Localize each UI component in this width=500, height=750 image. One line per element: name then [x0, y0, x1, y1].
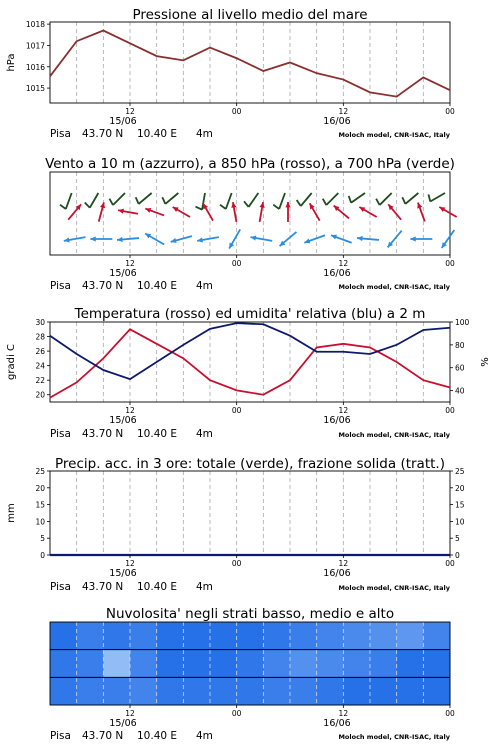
y-tick-label: 22	[35, 376, 45, 386]
cloud-cell	[290, 622, 317, 650]
model-credit: Moloch model, CNR-ISAC, Italy	[338, 131, 450, 139]
wind-700-shaft	[90, 193, 99, 208]
plot-frame	[50, 322, 450, 402]
cloud-cell	[397, 622, 424, 650]
cloud-cell	[263, 650, 290, 678]
x-tick-label: 12	[338, 709, 349, 718]
cloud-cell	[290, 677, 317, 705]
station-lon: 10.40 E	[137, 730, 178, 742]
date-label: 16/06	[323, 718, 351, 729]
y-tick-label: 0	[40, 551, 45, 560]
cloud-cell	[183, 622, 210, 650]
wind-700-shaft	[430, 193, 445, 202]
cloud-cell	[77, 650, 104, 678]
wind-10m-head	[410, 236, 415, 241]
wind-700-barb	[323, 199, 327, 205]
y-right-tick-label: 10	[455, 517, 465, 527]
wind-700-barb	[220, 205, 226, 209]
cloud-cell	[50, 677, 77, 705]
y-tick-label: 20	[35, 483, 45, 493]
x-tick-label: 12	[338, 107, 349, 116]
y-tick-label: 1018	[25, 20, 45, 30]
cloud-cell	[317, 622, 344, 650]
cloud-cell	[237, 650, 264, 678]
station-altitude: 4m	[196, 280, 213, 292]
station-name: Pisa	[50, 730, 71, 742]
cloud-cell	[290, 650, 317, 678]
wind-700-barb	[85, 202, 90, 207]
cloud-cell	[183, 650, 210, 678]
y-right-tick-label: 60	[455, 363, 465, 373]
wind-10m-head	[117, 237, 123, 242]
wind-700-barb	[244, 201, 249, 207]
x-tick-label: 12	[125, 709, 135, 718]
y-right-tick-label: 100	[455, 318, 470, 327]
station-altitude: 4m	[196, 128, 213, 140]
wind-700-shaft	[279, 193, 285, 209]
x-tick-label: 00	[445, 406, 455, 415]
cloud-cell	[103, 677, 130, 705]
y-tick-label: 15	[35, 500, 45, 510]
wind-700-barb	[429, 194, 431, 201]
wind-700-barb	[60, 205, 66, 209]
x-tick-label: 00	[231, 709, 242, 718]
cloud-cell	[157, 677, 184, 705]
cloud-cell	[317, 650, 344, 678]
wind-700-shaft	[380, 193, 392, 205]
x-tick-label: 12	[338, 259, 349, 268]
wind-700-shaft	[249, 193, 259, 207]
x-tick-label: 00	[231, 559, 242, 568]
x-tick-label: 00	[445, 559, 455, 568]
station-lat: 43.70 N	[82, 730, 124, 742]
wind-700-barb	[136, 197, 139, 204]
x-tick-label: 12	[125, 559, 135, 568]
cloud-cell	[263, 677, 290, 705]
x-tick-label: 00	[231, 107, 242, 116]
station-lon: 10.40 E	[137, 428, 178, 440]
cloud-cell	[210, 677, 237, 705]
date-label: 15/06	[109, 568, 137, 579]
y-tick-label: 26	[35, 347, 45, 357]
cloud-cell	[423, 622, 450, 650]
chart-title: Nuvolosita' negli strati basso, medio e alto	[105, 606, 395, 622]
y-right-tick-label: 0	[455, 551, 460, 560]
y-axis-label: mm	[6, 503, 17, 523]
date-label: 16/06	[323, 568, 351, 579]
date-label: 15/06	[109, 415, 137, 426]
station-name: Pisa	[50, 581, 71, 593]
x-tick-label: 12	[125, 406, 135, 415]
wind-700-shaft	[165, 193, 178, 204]
cloud-cell	[397, 677, 424, 705]
x-tick-label: 12	[338, 406, 349, 415]
cloud-cell	[423, 650, 450, 678]
cloud-cell	[343, 650, 370, 678]
wind-700-barb	[376, 199, 380, 205]
y-right-axis-label: %	[480, 357, 491, 367]
y-tick-label: 1017	[25, 41, 45, 51]
wind-700-shaft	[66, 193, 72, 209]
cloud-cell	[210, 650, 237, 678]
date-label: 15/06	[109, 268, 137, 279]
cloud-cell	[103, 622, 130, 650]
x-tick-label: 00	[445, 107, 455, 116]
cloud-cell	[423, 677, 450, 705]
wind-700-barb	[273, 205, 279, 209]
cloud-cell	[77, 622, 104, 650]
wind-700-barb	[162, 197, 165, 204]
cloud-cell	[130, 677, 157, 705]
y-axis-label: gradi C	[6, 344, 17, 380]
cloud-cell	[343, 622, 370, 650]
y-tick-label: 28	[35, 332, 45, 342]
x-tick-label: 12	[125, 259, 135, 268]
y-tick-label: 30	[35, 318, 45, 327]
cloud-cell	[50, 622, 77, 650]
x-tick-label: 12	[125, 107, 135, 116]
cloud-cell	[210, 622, 237, 650]
station-altitude: 4m	[196, 581, 213, 593]
y-tick-label: 25	[35, 467, 45, 476]
station-lat: 43.70 N	[82, 128, 124, 140]
wind-700-barb	[109, 199, 113, 205]
wind-700-barb	[349, 196, 351, 203]
chart-title: Temperatura (rosso) ed umidita' relativa (blu) a 2 m	[74, 306, 426, 322]
wind-10m-head	[304, 238, 310, 243]
cloud-cell	[103, 650, 130, 678]
y-axis-label: hPa	[6, 53, 17, 72]
cloud-cell	[263, 622, 290, 650]
chart-title: Pressione al livello medio del mare	[132, 7, 368, 23]
station-lon: 10.40 E	[137, 280, 178, 292]
station-name: Pisa	[50, 280, 71, 292]
cloud-cell	[50, 650, 77, 678]
station-lat: 43.70 N	[82, 581, 124, 593]
y-tick-label: 1016	[25, 62, 45, 72]
x-tick-label: 12	[338, 559, 349, 568]
x-tick-label: 00	[445, 709, 455, 718]
cloud-cell	[237, 677, 264, 705]
wind-700-barb	[196, 207, 203, 210]
station-altitude: 4m	[196, 428, 213, 440]
x-tick-label: 00	[231, 259, 242, 268]
y-right-tick-label: 20	[455, 483, 465, 493]
date-label: 16/06	[323, 116, 351, 127]
y-tick-label: 5	[40, 534, 45, 544]
station-name: Pisa	[50, 428, 71, 440]
y-tick-label: 1015	[25, 84, 45, 94]
cloud-cell	[397, 650, 424, 678]
station-name: Pisa	[50, 128, 71, 140]
cloud-cell	[183, 677, 210, 705]
wind-10m-head	[357, 236, 363, 241]
y-right-tick-label: 15	[455, 500, 465, 510]
wind-700-shaft	[351, 193, 365, 203]
wind-700-shaft	[326, 193, 338, 205]
y-tick-label: 20	[35, 390, 45, 400]
wind-700-barb	[402, 197, 405, 204]
station-lon: 10.40 E	[137, 128, 178, 140]
wind-700-shaft	[139, 193, 152, 204]
cloud-cell	[77, 677, 104, 705]
y-tick-label: 24	[35, 361, 45, 371]
y-right-tick-label: 40	[455, 386, 465, 396]
cloud-cell	[370, 677, 397, 705]
y-right-tick-label: 25	[455, 467, 465, 476]
y-tick-label: 10	[35, 517, 45, 527]
wind-850-head	[145, 208, 151, 213]
chart-title: Precip. acc. in 3 ore: totale (verde), frazione solida (tratt.)	[55, 456, 445, 472]
pressure-line	[50, 31, 450, 97]
wind-700-shaft	[405, 193, 418, 204]
y-right-tick-label: 5	[455, 534, 460, 544]
wind-700-shaft	[113, 193, 125, 205]
station-lon: 10.40 E	[137, 581, 178, 593]
model-credit: Moloch model, CNR-ISAC, Italy	[338, 733, 450, 741]
wind-700-shaft	[226, 193, 232, 209]
cloud-cell	[237, 622, 264, 650]
temperature-line	[50, 329, 450, 397]
model-credit: Moloch model, CNR-ISAC, Italy	[338, 584, 450, 592]
plot-frame	[50, 471, 450, 555]
wind-850-head	[417, 203, 422, 209]
station-lat: 43.70 N	[82, 280, 124, 292]
model-credit: Moloch model, CNR-ISAC, Italy	[338, 283, 450, 291]
cloud-cell	[343, 677, 370, 705]
y-right-tick-label: 80	[455, 340, 465, 350]
date-label: 16/06	[323, 268, 351, 279]
x-tick-label: 00	[231, 406, 242, 415]
cloud-cell	[157, 650, 184, 678]
cloud-cell	[317, 677, 344, 705]
date-label: 15/06	[109, 718, 137, 729]
station-lat: 43.70 N	[82, 428, 124, 440]
x-tick-label: 00	[445, 259, 455, 268]
cloud-cell	[370, 622, 397, 650]
date-label: 15/06	[109, 116, 137, 127]
chart-title: Vento a 10 m (azzurro), a 850 hPa (rosso), a 700 hPa (verde)	[45, 156, 455, 172]
wind-10m-head	[331, 235, 337, 240]
cloud-cell	[157, 622, 184, 650]
station-altitude: 4m	[196, 730, 213, 742]
model-credit: Moloch model, CNR-ISAC, Italy	[338, 431, 450, 439]
date-label: 16/06	[323, 415, 351, 426]
cloud-cell	[370, 650, 397, 678]
cloud-cell	[130, 622, 157, 650]
wind-10m-head	[90, 236, 95, 241]
wind-700-barb	[297, 200, 301, 206]
cloud-cell	[130, 650, 157, 678]
